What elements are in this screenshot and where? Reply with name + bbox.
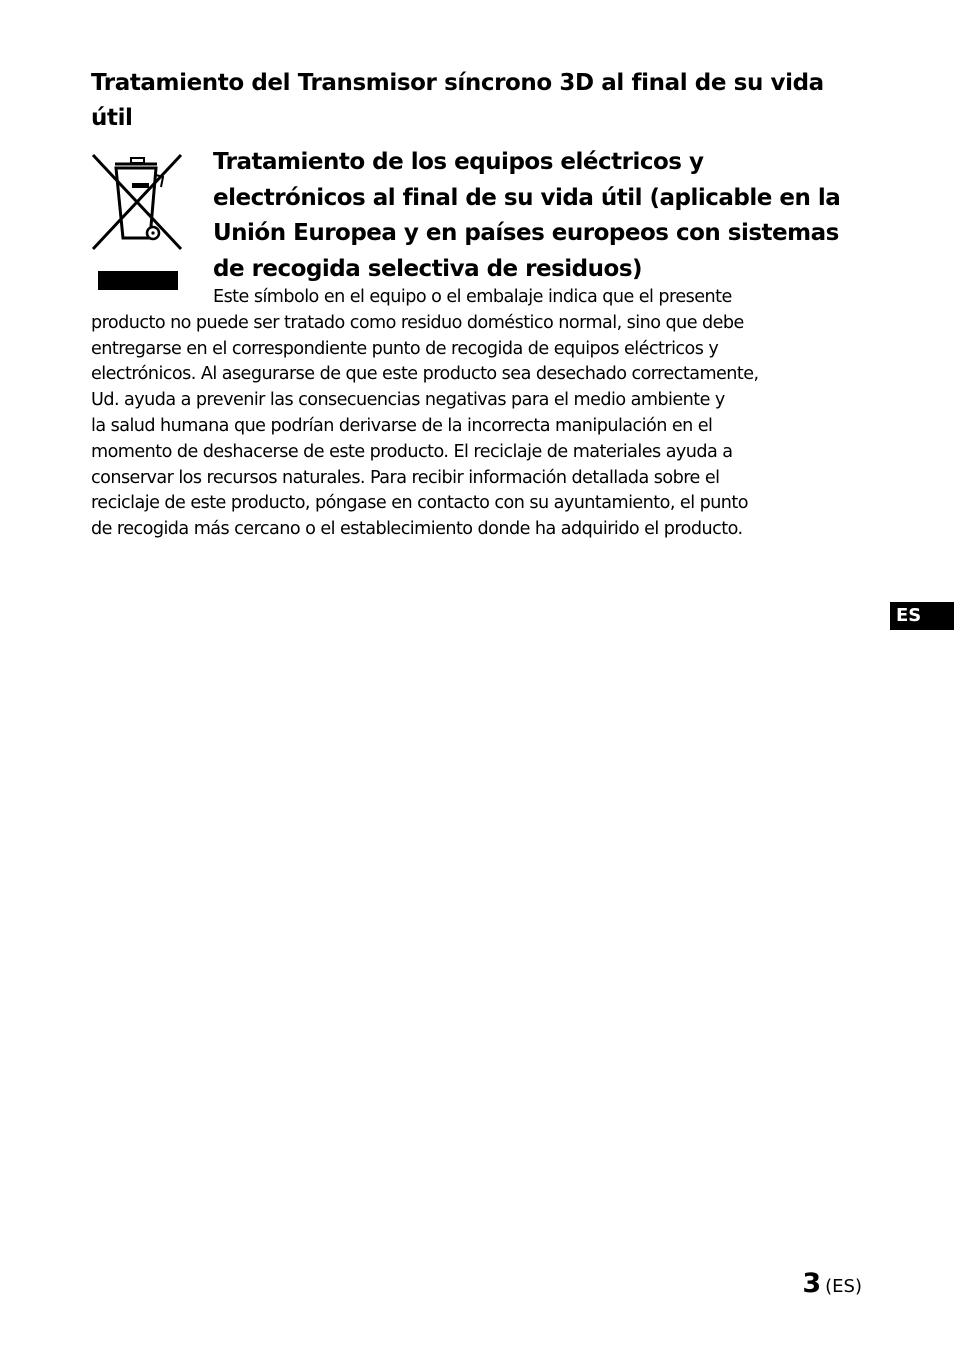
page-title: Tratamiento del Transmisor síncrono 3D al final de su vida útil [91, 70, 824, 131]
body-paragraph [91, 285, 851, 543]
body-line: de recogida más cercano o el establecimiento donde ha adquirido el producto. [91, 519, 743, 540]
body-line: Este símbolo en el equipo o el embalaje indica que el presente [213, 287, 732, 307]
body-line: producto no puede ser tratado como residuo doméstico normal, sino que debe [91, 312, 744, 333]
body-line: reciclaje de este producto, póngase en contacto con su ayuntamiento, el punto [91, 493, 748, 514]
body-line: la salud humana que podrían derivarse de la incorrecta manipulación en el [91, 415, 713, 436]
crossed-out-wheeled-bin-icon [91, 153, 183, 293]
body-line: entregarse en el correspondiente punto de recogida de equipos eléctricos y [91, 338, 719, 359]
body-line: electrónicos. Al asegurarse de que este producto sea desechado correctamente, [91, 364, 759, 385]
body-line: momento de deshacerse de este producto. El reciclaje de materiales ayuda a [91, 441, 733, 462]
page-number [802, 1268, 862, 1299]
body-line: Ud. ayuda a prevenir las consecuencias negativas para el medio ambiente y [91, 390, 725, 411]
page-number-suffix: (ES) [825, 1276, 862, 1297]
body-line: conservar los recursos naturales. Para recibir información detallada sobre el [91, 467, 720, 488]
language-tab: ES [890, 602, 954, 630]
page-number-value: 3 [802, 1268, 822, 1299]
section-heading: Tratamiento de los equipos eléctricos y electrónicos al final de su vida útil (aplicable en la Unión Europea y en países europeos con sistemas de recogida selectiva de residuos) [213, 149, 841, 282]
